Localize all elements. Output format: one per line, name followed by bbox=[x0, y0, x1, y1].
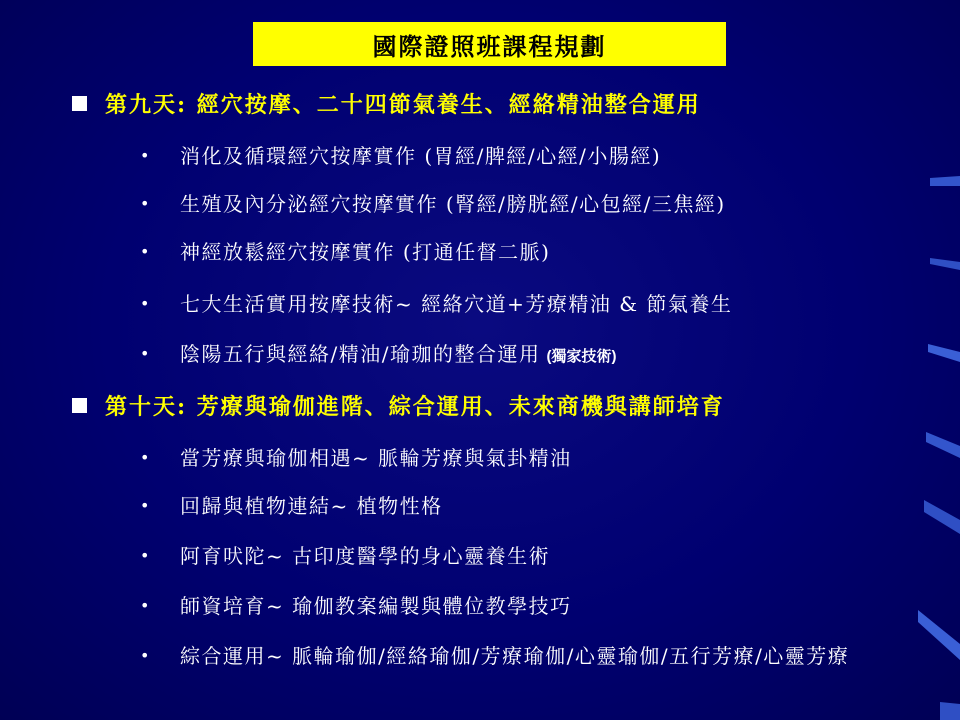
list-item-text: 七大生活實用按摩技術~ 經絡穴道+芳療精油 & 節氣養生 bbox=[180, 292, 733, 316]
decorative-stripes bbox=[900, 0, 960, 720]
bullet-icon: • bbox=[140, 344, 151, 363]
list-item bbox=[140, 588, 900, 624]
list-item-main: 陰陽五行與經絡/精油/瑜珈的整合運用 bbox=[180, 342, 541, 366]
list-item-text: 消化及循環經穴按摩實作 (胃經/脾經/心經/小腸經) bbox=[180, 144, 662, 168]
list-item bbox=[140, 336, 900, 375]
list-item bbox=[140, 138, 900, 174]
square-bullet-icon bbox=[72, 96, 87, 111]
section-day10 bbox=[72, 390, 725, 421]
list-item-text: 綜合運用~ 脈輪瑜伽/經絡瑜伽/芳療瑜伽/心靈瑜伽/五行芳療/心靈芳療 bbox=[180, 644, 850, 668]
slide-title: 國際證照班課程規劃 bbox=[253, 22, 726, 66]
section-heading: 第十天: 芳療與瑜伽進階、綜合運用、未來商機與講師培育 bbox=[105, 394, 725, 420]
bullet-icon: • bbox=[140, 596, 151, 615]
list-item-text: 神經放鬆經穴按摩實作 (打通任督二脈) bbox=[180, 240, 551, 264]
bullet-icon: • bbox=[140, 194, 151, 213]
section-heading: 第九天: 經穴按摩、二十四節氣養生、經絡精油整合運用 bbox=[105, 92, 701, 118]
bullet-icon: • bbox=[140, 448, 151, 467]
square-bullet-icon bbox=[72, 398, 87, 413]
list-item bbox=[140, 638, 880, 674]
list-item bbox=[140, 538, 900, 574]
section-day9 bbox=[72, 88, 701, 119]
bullet-icon: • bbox=[140, 294, 151, 313]
bullet-icon: • bbox=[140, 546, 151, 565]
list-item bbox=[140, 286, 900, 322]
list-item bbox=[140, 440, 900, 476]
bullet-icon: • bbox=[140, 242, 151, 261]
bullet-icon: • bbox=[140, 496, 151, 515]
bullet-icon: • bbox=[140, 146, 151, 165]
list-item-text: 師資培育~ 瑜伽教案編製與體位教學技巧 bbox=[180, 594, 572, 618]
bullet-icon: • bbox=[140, 646, 151, 665]
list-item-text: 當芳療與瑜伽相遇~ 脈輪芳療與氣卦精油 bbox=[180, 446, 572, 470]
list-item-text: 回歸與植物連結~ 植物性格 bbox=[180, 494, 443, 518]
list-item bbox=[140, 488, 900, 524]
list-item-text bbox=[180, 336, 900, 375]
exclusive-note: (獨家技術) bbox=[546, 348, 617, 365]
list-item-text: 生殖及內分泌經穴按摩實作 (腎經/膀胱經/心包經/三焦經) bbox=[180, 192, 726, 216]
list-item bbox=[140, 186, 900, 222]
list-item-text: 阿育吠陀~ 古印度醫學的身心靈養生術 bbox=[180, 544, 551, 568]
list-item bbox=[140, 234, 900, 270]
